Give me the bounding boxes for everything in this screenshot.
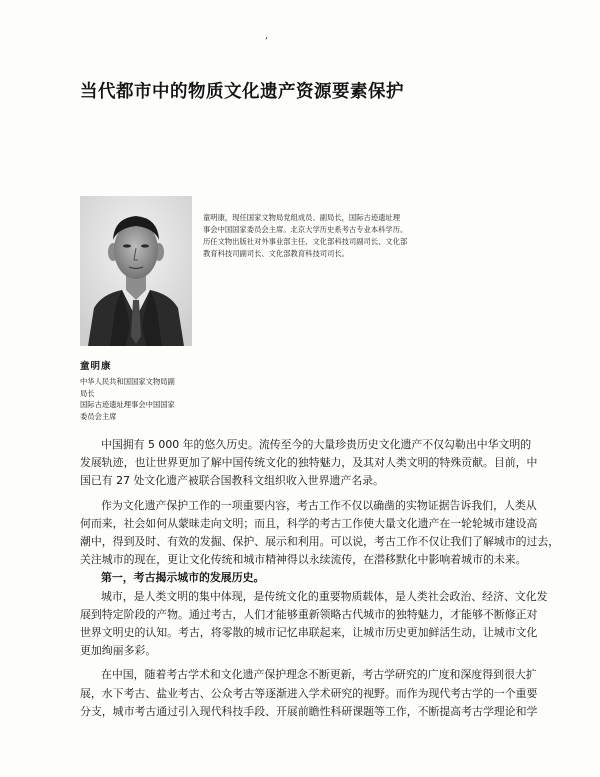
author-name: 童明康: [80, 361, 112, 372]
body-line: 城市，是人类文明的集中体现，是传统文化的重要物质载体，是人类社会政治、经济、文化发: [101, 589, 548, 603]
section-heading: 第一，考古揭示城市的发展历史。: [101, 571, 265, 585]
bio-line: 历任文物出版社对外事业部主任、文化部科技司副司长、文化部: [203, 237, 408, 246]
article-title: 当代都市中的物质文化遗产资源要素保护: [80, 82, 404, 102]
author-role-line: 中华人民共和国国家文物局副: [80, 377, 175, 386]
bio-line: 童明康，现任国家文物局党组成员、副局长，国际古迹遗址理: [203, 213, 401, 222]
author-role-line: 委员会主席: [80, 411, 117, 421]
body-line: 中国拥有 5 000 年的悠久历史。流传至今的大量珍贵历史文化遗产不仅勾勒出中华文明的: [101, 438, 532, 451]
article-body: [80, 436, 560, 721]
body-line: 潮中，得到及时、有效的发掘、保护、展示和利用。可以说，考古工作不仅让我们了解城市的过去，: [80, 535, 560, 549]
body-line: 在中国，随着考古学术和文化遗产保护理念不断更新，考古学研究的广度和深度得到很大扩: [101, 668, 537, 682]
body-line: 更加绚丽多彩。: [80, 644, 157, 658]
author-roles: [80, 376, 280, 422]
body-line: 展，水下考古、盐业考古、公众考古等逐渐进入学术研究的视野。而作为现代考古学的一个重要: [80, 686, 538, 700]
bio-line: 事会中国国家委员会主席。北京大学历史系考古专业本科学历。: [203, 225, 408, 234]
author-photo: [80, 196, 192, 346]
page-top-mark: ‚: [265, 30, 269, 41]
body-line: 发展轨迹，也让世界更加了解中国传统文化的独特魅力，及其对人类文明的特殊贡献。目前，中: [80, 456, 538, 470]
body-line: 展到特定阶段的产物。通过考古，人们才能够重新领略古代城市的独特魅力，才能够不断修正对: [80, 607, 538, 621]
author-caption: [80, 358, 280, 422]
author-role-line: 局长: [80, 388, 95, 398]
body-line: 国已有 27 处文化遗产被联合国教科文组织收入世界遗产名录。: [80, 474, 384, 488]
body-line: 分支，城市考古通过引入现代科技手段、开展前瞻性科研课题等工作，不断提高考古学理论和学: [80, 704, 538, 718]
author-role-line: 国际古迹遗址理事会中国国家: [80, 400, 175, 409]
body-line: 关注城市的现在，更让文化传统和城市精神得以永续流传，在潜移默化中影响着城市的未来。: [80, 553, 527, 567]
author-bio: [203, 212, 543, 260]
body-line: 何而来，社会如何从蒙昧走向文明；而且，科学的考古工作使大量文化遗产在一轮轮城市建设高: [80, 516, 538, 530]
body-line: 作为文化遗产保护工作的一项重要内容，考古工作不仅以确凿的实物证据告诉我们，人类从: [101, 498, 537, 512]
bio-line: 教育科技司副司长、文化部教育科技司司长。: [203, 249, 349, 258]
body-line: 世界文明史的认知。考古，将零散的城市记忆串联起来，让城市历史更加鲜活生动，让城市文化: [80, 626, 538, 640]
